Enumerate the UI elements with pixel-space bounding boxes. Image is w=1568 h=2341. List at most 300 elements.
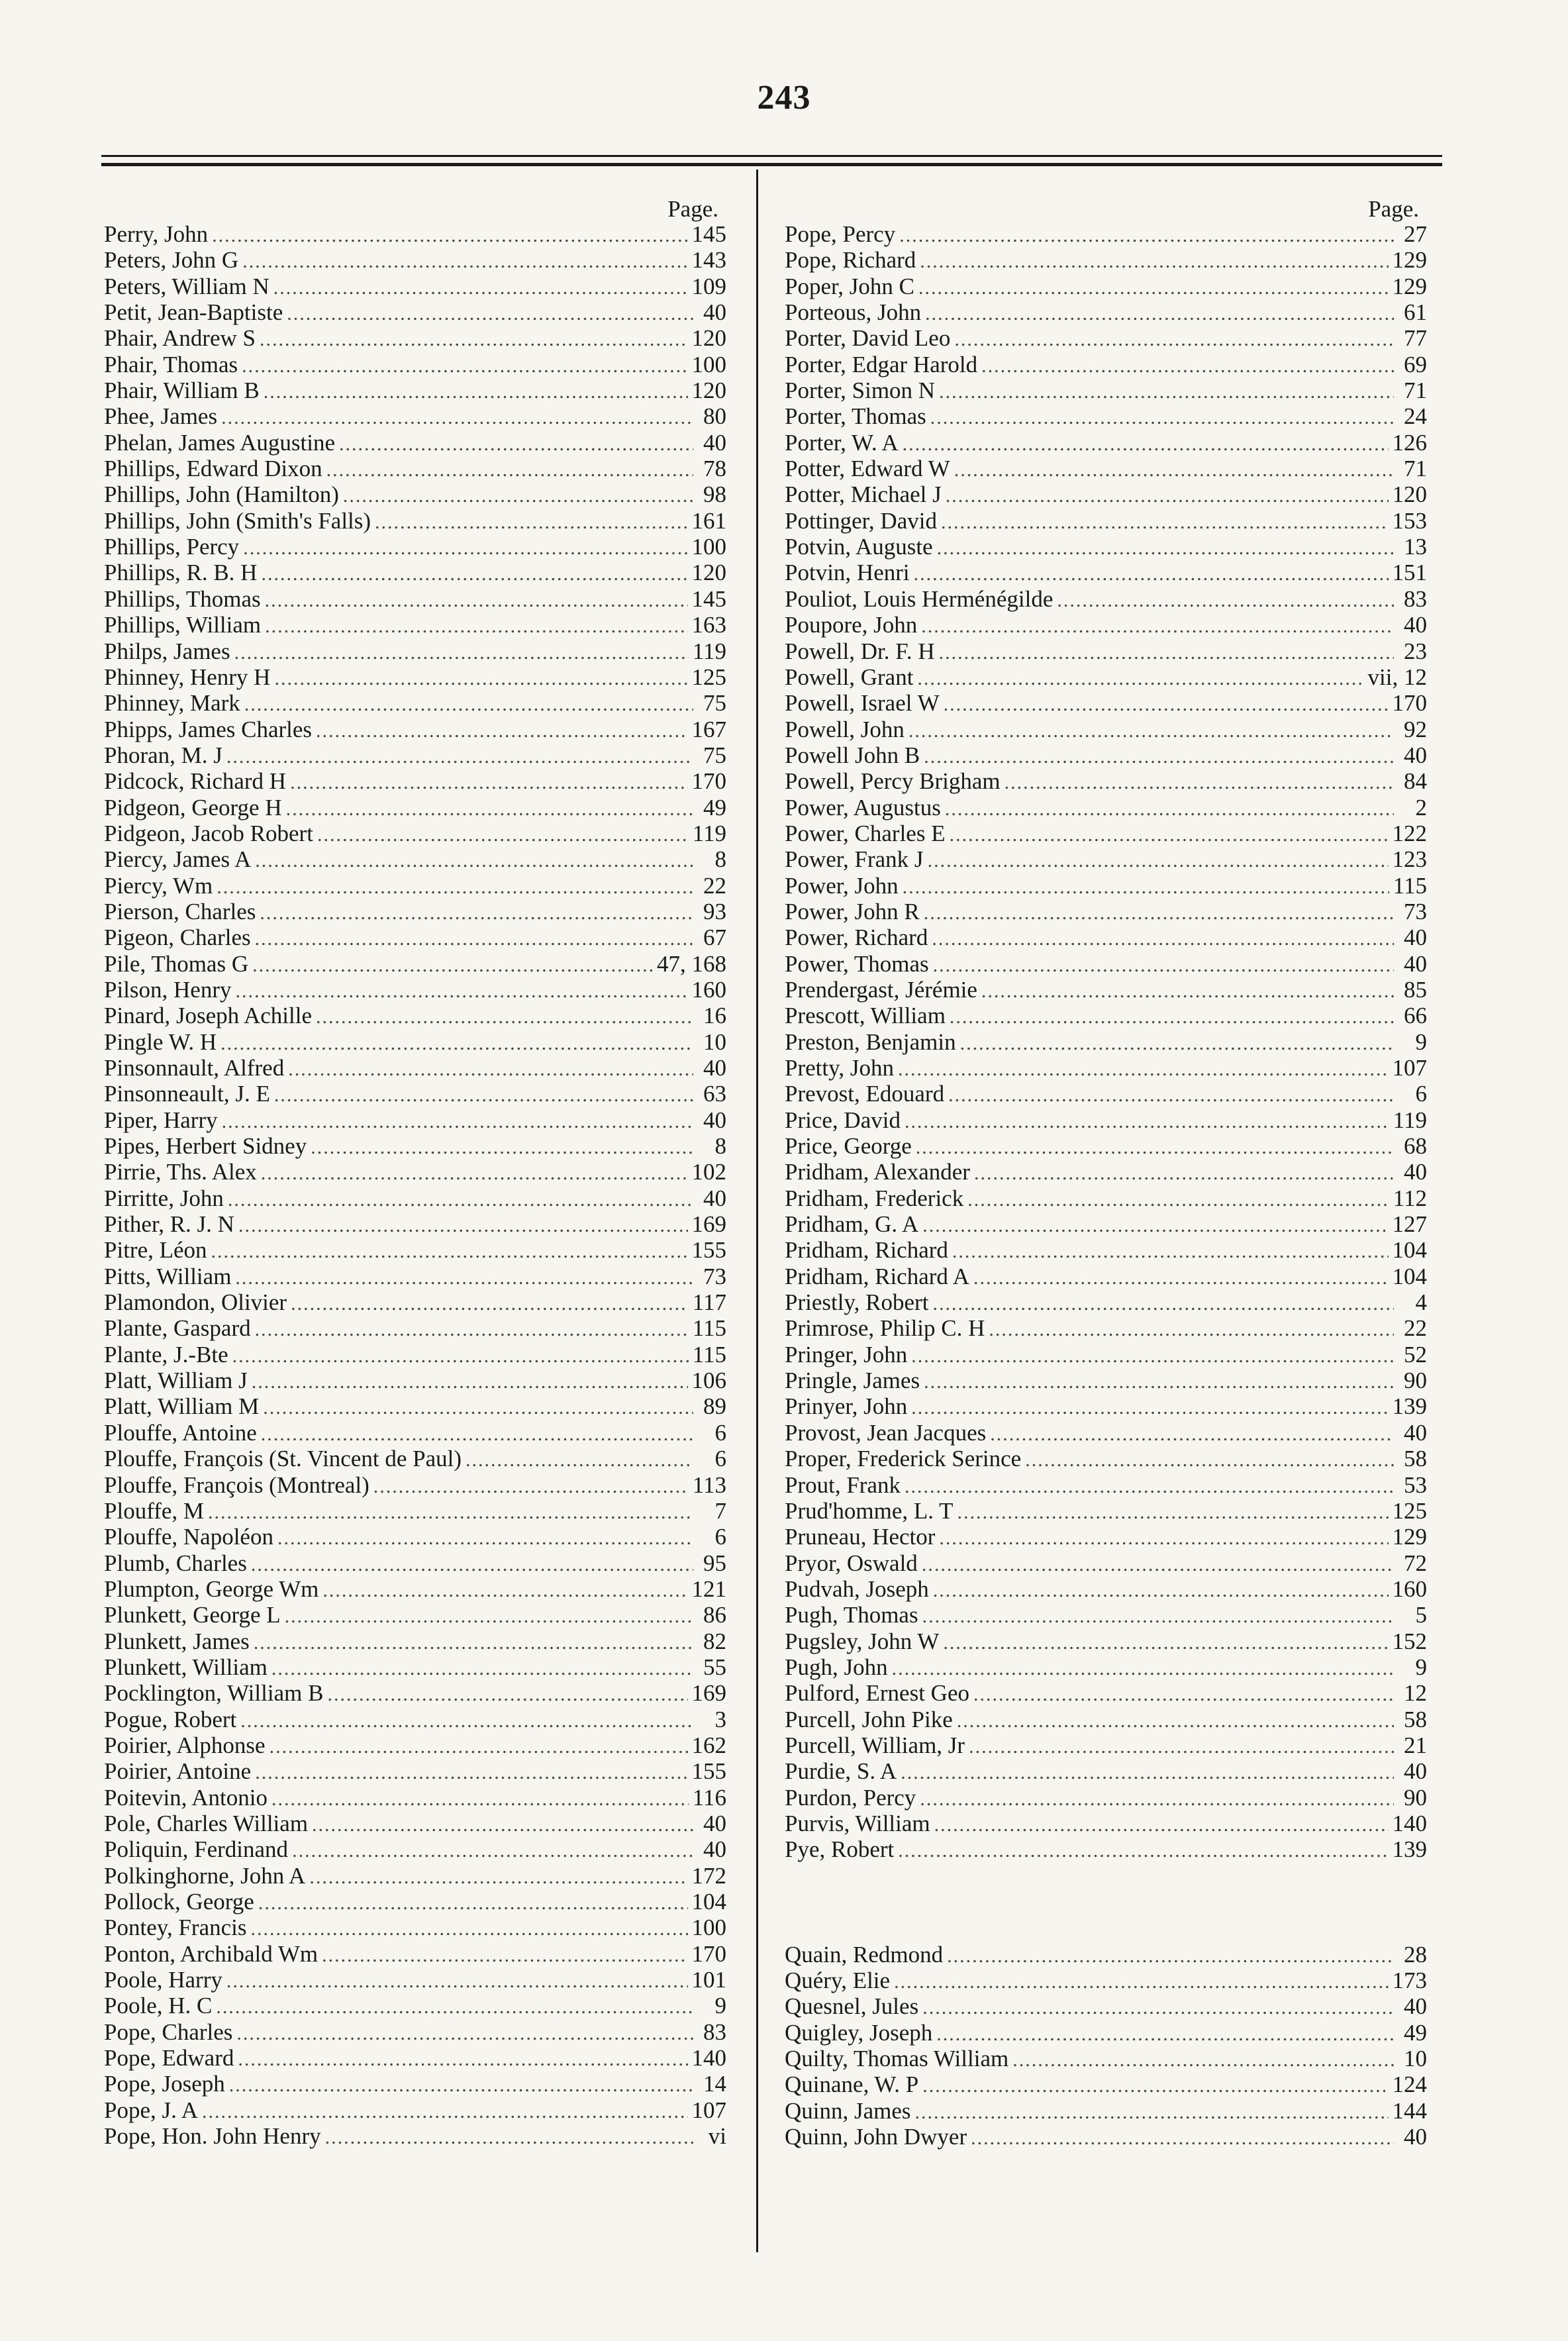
entry-name: Phillips, Edward Dixon [104,456,322,482]
dot-leader [990,1421,1394,1447]
index-entry [785,352,1427,377]
entry-page: 16 [703,1003,726,1029]
header-rule-top [101,155,1442,157]
entry-page: 122 [1392,820,1427,846]
index-entry [104,481,726,507]
entry-name: Phair, William B [104,377,260,404]
entry-name: Pugsley, John W [785,1628,940,1654]
dot-leader [974,1160,1394,1186]
right-entry-list [785,221,1427,1863]
index-entry [104,377,726,403]
dot-leader [1057,587,1394,613]
entry-page: 8 [714,846,726,873]
entry-page: 71 [1404,377,1427,404]
entry-name: Power, Thomas [785,950,929,977]
dot-leader [251,1916,688,1942]
index-entry [785,664,1427,690]
dot-leader [322,1577,687,1603]
index-entry [785,795,1427,821]
entry-name: Piper, Harry [104,1107,218,1133]
dot-leader [343,483,693,509]
entry-page: 9 [1415,1654,1427,1680]
dot-leader [202,2099,688,2124]
entry-page: 61 [1404,299,1427,326]
dot-leader [235,1265,693,1291]
index-entry [104,1081,726,1107]
index-entry [104,717,726,742]
dot-leader [270,1734,688,1760]
entry-page: 143 [691,247,726,274]
entry-name: Piercy, James A [104,846,252,873]
entry-name: Quinn, James [785,2097,911,2124]
entry-name: Powell, Dr. F. H [785,638,935,664]
index-entry [104,274,726,299]
entry-name: Phillips, Percy [104,534,240,560]
entry-page: 155 [691,1758,726,1785]
index-entry [785,1342,1427,1368]
left-entry-list [104,221,726,2149]
entry-name: Powell, Grant [785,664,914,690]
entry-name: Powell, Percy Brigham [785,768,1001,795]
index-entry [785,846,1427,872]
entry-name: Pruneau, Hector [785,1524,936,1550]
entry-page: 139 [1392,1393,1427,1420]
index-entry [104,1289,726,1315]
entry-page: 129 [1392,247,1427,274]
dot-leader [899,223,1394,248]
index-entry [104,1159,726,1185]
entry-name: Peters, John G [104,247,239,274]
index-entry [785,690,1427,716]
dot-leader [466,1447,693,1473]
entry-name: Porter, W. A [785,429,899,456]
index-entry [785,1758,1427,1784]
dot-leader [957,1499,1389,1525]
dot-leader [258,1890,688,1916]
dot-leader [208,1499,693,1525]
entry-name: Pile, Thomas G [104,950,249,977]
dot-leader [930,405,1394,430]
dot-leader [290,770,687,795]
index-entry [104,430,726,456]
entry-page: 120 [1392,481,1427,508]
entry-page: 40 [703,1836,726,1863]
dot-leader [212,223,687,248]
dot-leader [216,1994,693,2020]
entry-name: Porter, David Leo [785,325,951,352]
dot-leader [911,1395,1388,1420]
entry-page: 129 [1392,273,1427,299]
dot-leader [922,1995,1394,2020]
dot-leader [327,1681,687,1707]
dot-leader [948,1082,1394,1108]
entry-page: 10 [703,1028,726,1055]
entry-name: Pitre, Léon [104,1237,207,1264]
dot-leader [922,1603,1394,1629]
entry-page: 13 [1404,534,1427,560]
entry-page: 107 [691,2097,726,2123]
index-entry [785,1785,1427,1811]
entry-name: Prescott, William [785,1003,946,1029]
entry-name: Plunkett, James [104,1628,250,1654]
entry-name: Pridham, G. A [785,1211,919,1238]
entry-name: Pierson, Charles [104,898,256,924]
dot-leader [898,1838,1388,1864]
dot-leader [911,1343,1394,1369]
entry-name: Platt, William J [104,1368,248,1394]
entry-name: Proper, Frederick Serince [785,1446,1022,1472]
entry-page: 170 [691,768,726,795]
entry-name: Pogue, Robert [104,1706,237,1732]
entry-page: 40 [1404,924,1427,951]
dot-leader [924,900,1394,926]
entry-name: Poupore, John [785,612,918,638]
index-entry [104,1785,726,1811]
index-entry [104,1003,726,1028]
entry-page: 6 [714,1524,726,1550]
index-entry [104,1211,726,1237]
index-entry [785,1836,1427,1862]
entry-name: Powell John B [785,742,920,768]
entry-page: 77 [1404,325,1427,352]
dot-leader [285,1603,693,1629]
entry-page: 22 [1404,1315,1427,1342]
entry-page: 98 [703,481,726,508]
dot-leader [971,2125,1394,2151]
entry-name: Pringle, James [785,1368,920,1394]
entry-page: 75 [703,742,726,768]
index-entry [104,977,726,1003]
dot-leader [244,691,693,717]
entry-page: 140 [1392,1810,1427,1836]
entry-page: 40 [1404,950,1427,977]
dot-leader [274,666,687,691]
entry-page: 90 [1404,1784,1427,1811]
entry-page: 40 [1404,1758,1427,1785]
index-entry [104,1237,726,1263]
entry-name: Power, John [785,872,899,899]
entry-name: Phair, Thomas [104,351,238,377]
entry-page: 155 [691,1237,726,1264]
entry-page: 4 [1415,1289,1427,1316]
entry-page: 160 [691,976,726,1003]
index-entry [785,586,1427,612]
entry-name: Pudvah, Joseph [785,1575,929,1602]
entry-page: 161 [691,507,726,534]
index-entry [104,768,726,794]
entry-page: 101 [691,1967,726,1993]
dot-leader [939,1525,1388,1551]
index-entry [785,612,1427,638]
dot-leader [251,1552,693,1577]
dot-leader [317,822,689,848]
entry-page: 117 [692,1289,726,1316]
dot-leader [228,1187,693,1213]
entry-page: 78 [703,456,726,482]
entry-name: Pocklington, William B [104,1680,324,1707]
entry-page: 28 [1404,1941,1427,1967]
entry-page: 40 [1404,742,1427,768]
entry-page: 10 [1404,2046,1427,2072]
index-entry [785,1811,1427,1836]
index-entry [104,1393,726,1419]
entry-page: 112 [1393,1185,1427,1211]
entry-page: 6 [714,1419,726,1446]
entry-name: Plunkett, William [104,1654,268,1680]
entry-page: 124 [1392,2071,1427,2098]
entry-name: Pope, Edward [104,2045,234,2071]
index-entry [104,456,726,481]
index-entry [785,1289,1427,1315]
entry-page: 49 [703,794,726,821]
dot-leader [905,1109,1389,1134]
entry-page: 40 [1404,2124,1427,2150]
entry-page: 93 [703,898,726,924]
index-entry [104,1863,726,1889]
entry-page: 151 [1392,560,1427,586]
entry-name: Potter, Edward W [785,456,950,482]
dot-leader [933,952,1394,978]
dot-leader [954,457,1394,483]
entry-page: 83 [1404,585,1427,612]
dot-leader [316,1004,693,1030]
entry-name: Purdon, Percy [785,1784,916,1811]
entry-page: 12 [1404,1680,1427,1707]
entry-page: 68 [1404,1133,1427,1160]
entry-name: Pottinger, David [785,507,937,534]
dot-leader [934,1812,1389,1838]
entry-name: Phee, James [104,403,218,430]
entry-page: 73 [703,1263,726,1289]
entry-page: 125 [691,664,726,690]
dot-leader [252,1369,688,1395]
dot-leader [254,1630,693,1656]
dot-leader [939,379,1394,405]
entry-page: vii, 12 [1367,664,1427,690]
index-entry [104,508,726,534]
dot-leader [914,561,1389,587]
index-entry [785,2071,1427,2097]
entry-page: 167 [691,716,726,742]
entry-page: 9 [1415,1028,1427,1055]
index-entry [104,1550,726,1576]
index-entry [785,1055,1427,1081]
entry-name: Prout, Frank [785,1471,901,1498]
entry-name: Phipps, James Charles [104,716,313,742]
entry-page: 92 [1404,716,1427,742]
index-entry [104,664,726,690]
dot-leader [234,640,689,666]
entry-name: Poirier, Alphonse [104,1732,266,1758]
entry-name: Pither, R. J. N [104,1211,234,1238]
index-entry [785,1211,1427,1237]
dot-leader [981,353,1394,379]
index-entry [785,899,1427,924]
index-entry [104,2097,726,2123]
dot-leader [242,353,687,379]
entry-page: 107 [1392,1055,1427,1081]
dot-leader [221,405,693,430]
dot-leader [260,326,687,352]
dot-leader [261,1421,693,1447]
entry-name: Pinsonneault, J. E [104,1081,270,1107]
index-entry [104,1967,726,1993]
index-entry [104,299,726,325]
entry-page: 40 [703,1185,726,1211]
dot-leader [255,1760,687,1785]
entry-page: 115 [692,1315,726,1342]
dot-leader [936,2021,1394,2047]
index-entry [785,430,1427,456]
dot-leader [932,926,1394,952]
index-entry [785,717,1427,742]
index-entry [104,1836,726,1862]
entry-name: Poitevin, Antonio [104,1784,268,1811]
entry-name: Phillips, John (Hamilton) [104,481,339,508]
dot-leader [925,301,1394,326]
entry-name: Pope, J. A [104,2097,198,2123]
entry-name: Pouliot, Louis Herménégilde [785,585,1054,612]
index-entry [785,768,1427,794]
entry-page: 116 [692,1784,726,1811]
entry-page: 75 [703,690,726,717]
index-entry [785,1185,1427,1211]
entry-page: 127 [1392,1211,1427,1238]
entry-page: 5 [1415,1602,1427,1628]
dot-leader [291,1291,689,1317]
index-entry [104,873,726,899]
index-entry [104,403,726,429]
index-entry [104,1732,726,1758]
entry-name: Pridham, Richard A [785,1263,969,1289]
dot-leader [941,509,1389,535]
index-entry [785,325,1427,351]
entry-page: 169 [691,1211,726,1238]
entry-name: Power, Augustus [785,794,941,821]
entry-page: 2 [1415,794,1427,821]
dot-leader [960,1030,1394,1056]
dot-leader [236,2020,693,2046]
entry-name: Potter, Michael J [785,481,942,508]
entry-name: Poole, Harry [104,1967,222,1993]
entry-page: 100 [691,351,726,377]
entry-page: 115 [1393,872,1427,899]
index-entry [785,1680,1427,1706]
entry-name: Platt, William M [104,1393,260,1420]
index-entry [785,2124,1427,2150]
entry-page: 169 [691,1680,726,1707]
index-entry [104,1654,726,1680]
entry-page: 119 [1393,1107,1427,1133]
index-entry [785,481,1427,507]
index-entry [104,1524,726,1550]
entry-name: Poirier, Antoine [104,1758,252,1785]
left-column [104,196,726,2149]
entry-page: 120 [691,560,726,586]
entry-page: 90 [1404,1368,1427,1394]
dot-leader [322,1942,687,1968]
dot-leader [311,1134,693,1160]
index-entry [104,1811,726,1836]
entry-name: Prinyer, John [785,1393,908,1420]
dot-leader [937,535,1394,561]
entry-page: 3 [714,1706,726,1732]
entry-page: 85 [1404,976,1427,1003]
index-entry [104,2071,726,2097]
index-entry [104,951,726,977]
entry-name: Plouffe, Antoine [104,1419,257,1446]
dot-leader [339,431,693,457]
index-entry [785,534,1427,560]
index-entry [785,403,1427,429]
entry-name: Poliquin, Ferdinand [104,1836,289,1863]
entry-name: Primrose, Philip C. H [785,1315,985,1342]
entry-name: Quinane, W. P [785,2071,919,2098]
entry-name: Perry, John [104,221,209,247]
entry-name: Phillips, R. B. H [104,560,258,586]
page-number: 243 [757,79,811,117]
entry-page: 21 [1404,1732,1427,1758]
entry-page: 58 [1404,1706,1427,1732]
entry-name: Pope, Hon. John Henry [104,2123,321,2150]
entry-name: Pingle W. H [104,1028,217,1055]
dot-leader [325,2124,693,2150]
index-entry [785,2098,1427,2124]
q-entry-list [785,1942,1427,2150]
dot-leader [924,744,1394,770]
dot-leader [265,613,687,639]
entry-name: Pipes, Herbert Sidney [104,1133,307,1160]
entry-name: Phinney, Mark [104,690,240,717]
index-entry [785,1942,1427,1967]
index-entry [104,560,726,585]
index-entry [104,586,726,612]
entry-name: Purcell, William, Jr [785,1732,965,1758]
dot-leader [274,1082,693,1108]
dot-leader [238,2046,687,2072]
entry-name: Pulford, Ernest Geo [785,1680,969,1707]
entry-name: Petit, Jean-Baptiste [104,299,283,326]
entry-page: 52 [1404,1341,1427,1368]
entry-name: Prendergast, Jérémie [785,976,977,1003]
index-entry [785,1393,1427,1419]
entry-page: 40 [703,1055,726,1081]
entry-page: 104 [1392,1263,1427,1289]
dot-leader [905,1473,1394,1499]
index-entry [785,221,1427,247]
dot-leader [989,1317,1394,1342]
entry-page: 53 [1404,1471,1427,1498]
entry-page: 40 [1404,612,1427,638]
entry-page: 14 [703,2071,726,2097]
entry-page: 89 [703,1393,726,1420]
entry-name: Plouffe, M [104,1497,205,1524]
dot-leader [255,848,693,873]
dot-leader [901,1760,1394,1785]
dot-leader [263,1395,693,1420]
dot-leader [967,1187,1389,1213]
index-entry [104,1107,726,1133]
entry-name: Pigeon, Charles [104,924,251,951]
index-entry [785,1446,1427,1471]
entry-page: 153 [1392,507,1427,534]
entry-page: 58 [1404,1446,1427,1472]
entry-page: 119 [692,638,726,664]
entry-name: Power, Frank J [785,846,924,873]
entry-name: Pridham, Alexander [785,1159,970,1185]
entry-name: Plamondon, Olivier [104,1289,287,1316]
entry-page: 160 [1392,1575,1427,1602]
